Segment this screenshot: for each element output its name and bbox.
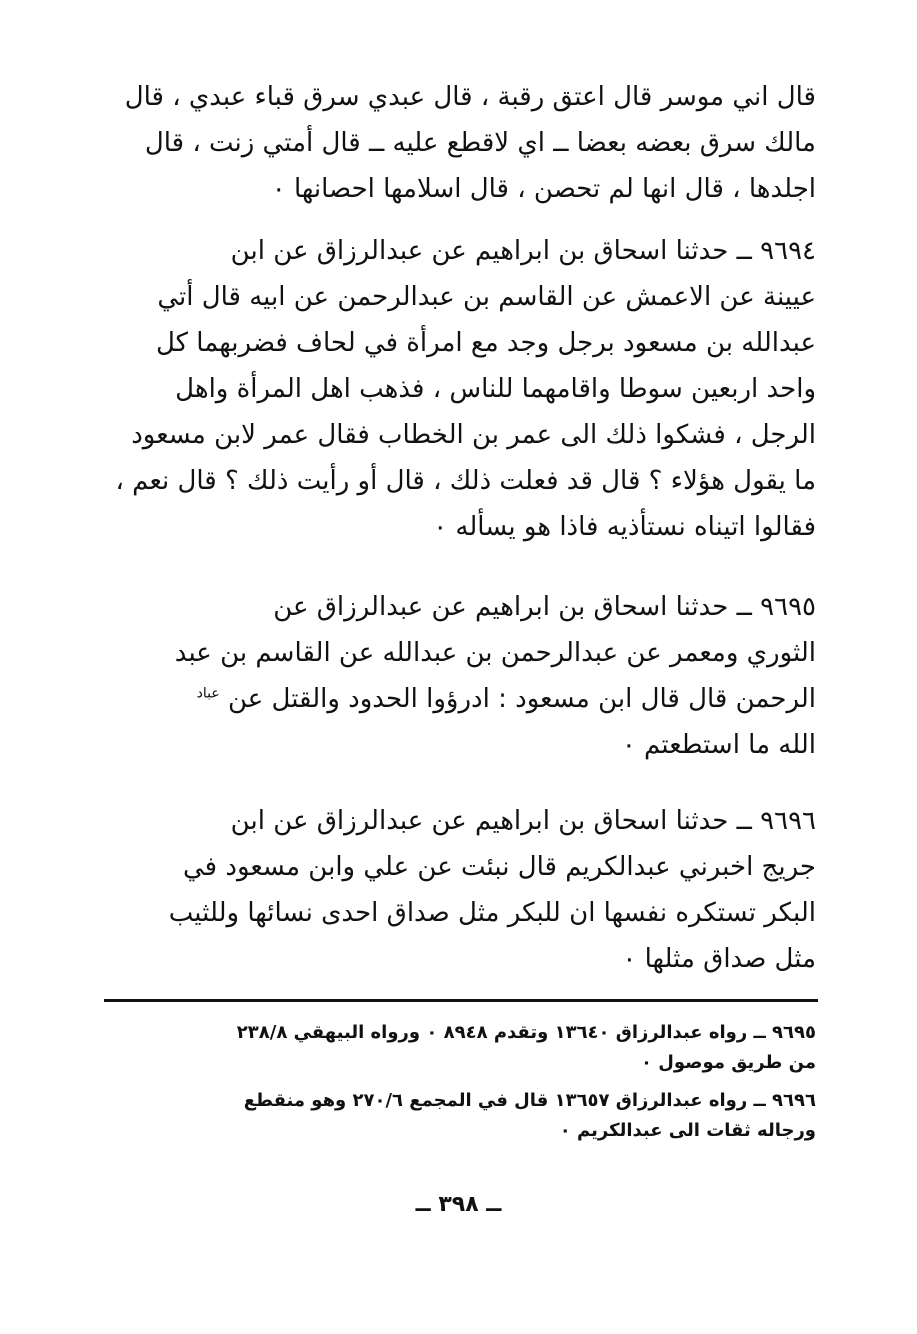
text-line: مالك سرق بعضه بعضا ــ اي لاقطع عليه ــ قال أمتي زنت ، قال — [144, 128, 816, 158]
superscript-word: عباد — [196, 685, 220, 702]
text-line: واحد اربعين سوطا واقامهما للناس ، فذهب اهل المرأة واهل — [175, 374, 816, 404]
text-line: فقالوا اتيناه نستأذيه فاذا هو يسأله ٠ — [433, 512, 816, 542]
text-line: ٩٦٩٤ ــ حدثنا اسحاق بن ابراهيم عن عبدالرزاق عن ابن — [230, 236, 816, 266]
text-line: جريج اخبرني عبدالكريم قال نبئت عن علي وابن مسعود في — [183, 852, 816, 882]
text-line: عيينة عن الاعمش عن القاسم بن عبدالرحمن عن ابيه قال أتي — [157, 282, 816, 312]
text-line: الثوري ومعمر عن عبدالرحمن بن عبدالله عن القاسم بن عبد — [174, 638, 816, 668]
footnote-line: من طريق موصول ٠ — [640, 1052, 816, 1073]
text-line — [104, 676, 816, 722]
text-line: مثل صداق مثلها ٠ — [622, 944, 816, 974]
text-line: الله ما استطعتم ٠ — [621, 730, 816, 760]
text-line: قال اني موسر قال اعتق رقبة ، قال عبدي سرق قباء عبدي ، قال — [124, 82, 816, 112]
paragraph-continuation — [104, 74, 816, 212]
footnote-line: ٩٦٩٥ ــ رواه عبدالرزاق ١٣٦٤٠ وتقدم ٨٩٤٨ ٠ ورواه البيهقي ٢٣٨/٨ — [236, 1022, 816, 1043]
text-line: الرجل ، فشكوا ذلك الى عمر بن الخطاب فقال عمر لابن مسعود — [131, 420, 816, 450]
text-line: البكر تستكره نفسها ان للبكر مثل صداق احدى نسائها وللثيب — [168, 898, 816, 928]
footnote-line: ٩٦٩٦ ــ رواه عبدالرزاق ١٣٦٥٧ قال في المجمع ٢٧٠/٦ وهو منقطع — [243, 1090, 816, 1111]
text-segment: الرحمن قال قال ابن مسعود : ادرؤوا الحدود والقتل عن — [227, 684, 816, 714]
footnotes — [104, 1018, 816, 1146]
text-line: ٩٦٩٦ ــ حدثنا اسحاق بن ابراهيم عن عبدالرزاق عن ابن — [230, 806, 816, 836]
footnote-divider — [104, 999, 818, 1002]
text-line: ٩٦٩٥ ــ حدثنا اسحاق بن ابراهيم عن عبدالرزاق عن — [273, 592, 816, 622]
footnote-line: ورجاله ثقات الى عبدالكريم ٠ — [559, 1120, 816, 1141]
text-line: عبدالله بن مسعود برجل وجد مع امرأة في لحاف فضربهما كل — [155, 328, 816, 358]
text-line: ما يقول هؤلاء ؟ قال قد فعلت ذلك ، قال أو رأيت ذلك ؟ قال نعم ، — [115, 466, 816, 496]
hadith-9696 — [104, 798, 816, 982]
hadith-9694 — [104, 228, 816, 550]
hadith-9695 — [104, 584, 816, 768]
page-number: ــ ٣٩٨ ــ — [415, 1192, 502, 1217]
text-line: اجلدها ، قال انها لم تحصن ، قال اسلامها احصانها ٠ — [271, 174, 816, 204]
